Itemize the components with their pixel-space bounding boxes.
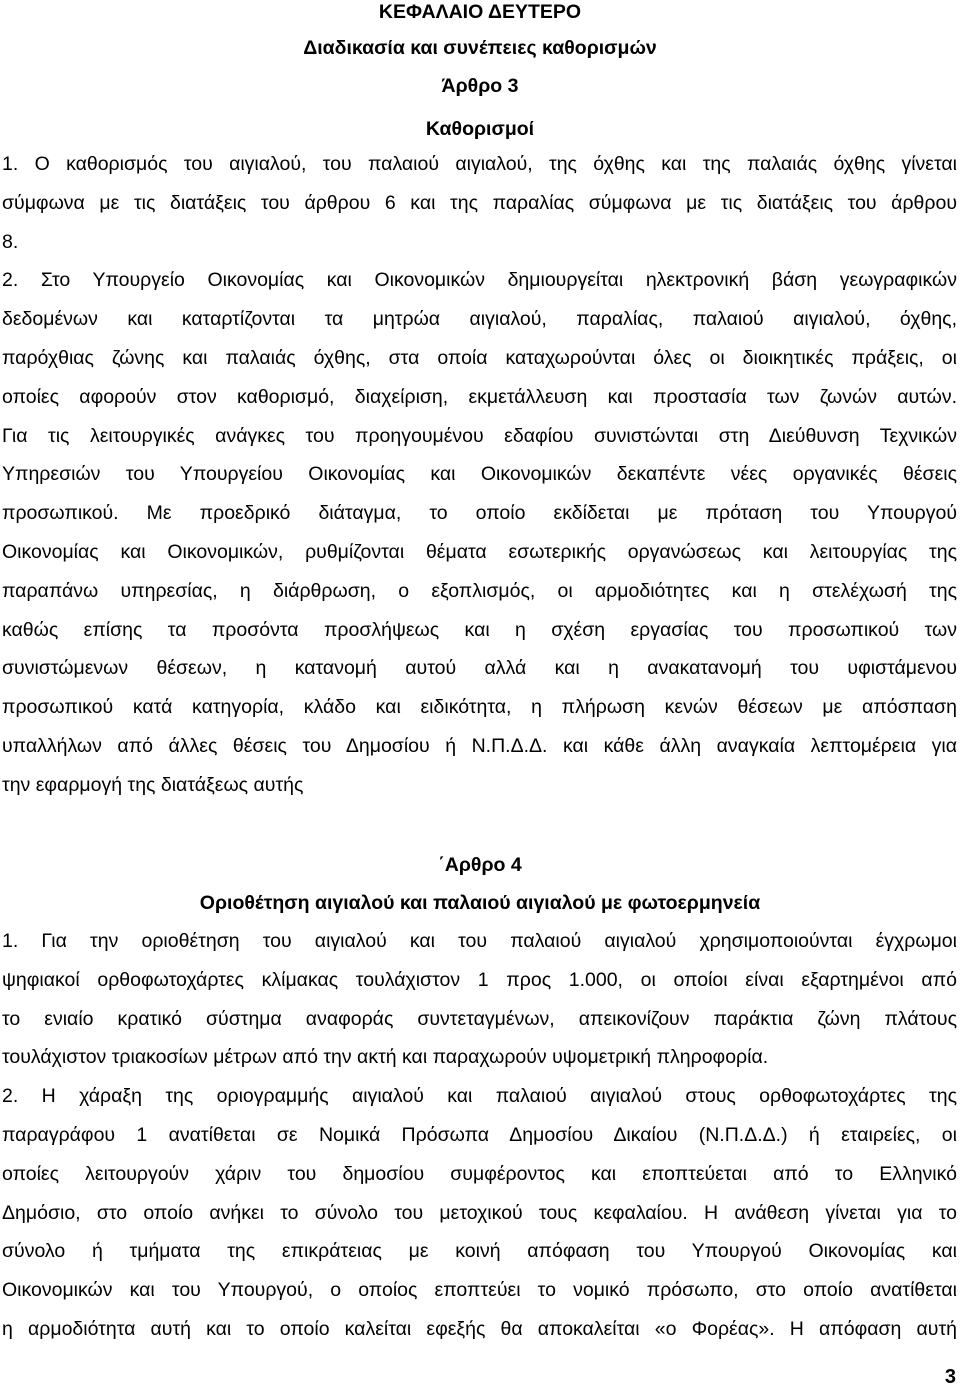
article-3-subtitle: Καθορισμοί bbox=[425, 118, 535, 140]
text-line: καθώς επίσης τα προσόντα προσλήψεως και η σχέση εργασίας του προσωπικού των bbox=[2, 618, 957, 641]
page-number: 3 bbox=[944, 1366, 956, 1388]
text-line: η αρμοδιότητα αυτή και το οποίο καλείται εφεξής θα αποκαλείται «ο Φορέας». Η απόφαση αυτή bbox=[2, 1318, 957, 1340]
text-line: σύμφωνα με τις διατάξεις του άρθρου 6 και της παραλίας σύμφωνα με τις διατάξεις του άρθρου bbox=[2, 191, 957, 214]
text-line: Δημόσιο, στο οποίο ανήκει το σύνολο του μετοχικού τους κεφαλαίου. Η ανάθεση γίνεται για το bbox=[2, 1201, 957, 1224]
chapter-title: ΚΕΦΑΛΑΙΟ ΔΕΥΤΕΡΟ bbox=[378, 1, 582, 23]
chapter-subtitle: Διαδικασία και συνέπειες καθορισμών bbox=[303, 37, 657, 59]
text-line: σύνολο ή τμήματα της επικράτειας με κοινή απόφαση του Υπουργού Οικονομίας και bbox=[2, 1240, 957, 1263]
text-line: 1. Ο καθορισμός του αιγιαλού, του παλαιού αιγιαλού, της όχθης και της παλαιάς όχθης γίνεται bbox=[2, 153, 957, 175]
text-line: το ενιαίο κρατικό σύστημα αναφοράς συντεταγμένων, απεικονίζουν παράκτια ζώνη πλάτους bbox=[2, 1007, 957, 1030]
text-line: Για τις λειτουργικές ανάγκες του προηγουμένου εδαφίου συνιστώνται στη Διεύθυνση Τεχνικών bbox=[2, 424, 957, 447]
article-4-title: ΄Αρθρο 4 bbox=[438, 854, 522, 876]
text-line: δεδομένων και καταρτίζονται τα μητρώα αιγιαλού, παραλίας, παλαιού αιγιαλού, όχθης, bbox=[2, 308, 957, 331]
text-line: 8. bbox=[2, 230, 19, 253]
text-line: Οικονομικών και του Υπουργού, ο οποίος εποπτεύει το νομικό πρόσωπο, στο οποίο ανατίθεται bbox=[2, 1279, 957, 1302]
text-line: παρόχθιας ζώνης και παλαιάς όχθης, στα οποία καταχωρούνται όλες οι διοικητικές πράξεις, οι bbox=[2, 347, 957, 369]
text-line: παραγράφου 1 ανατίθεται σε Νομικά Πρόσωπα Δημοσίου Δικαίου (Ν.Π.Δ.Δ.) ή εταιρείες, οι bbox=[2, 1124, 957, 1146]
text-line: Υπηρεσιών του Υπουργείου Οικονομίας και Οικονομικών δεκαπέντε νέες οργανικές θέσεις bbox=[2, 463, 957, 486]
text-line: παραπάνω υπηρεσίας, η διάρθρωση, ο εξοπλισμός, οι αρμοδιότητες και η στελέχωσή της bbox=[2, 579, 957, 602]
text-line: την εφαρμογή της διατάξεως αυτής bbox=[2, 773, 304, 796]
text-line: ψηφιακοί ορθοφωτοχάρτες κλίμακας τουλάχιστον 1 προς 1.000, οι οποίοι είναι εξαρτημένοι από bbox=[2, 968, 957, 991]
text-line: 2. Η χάραξη της οριογραμμής αιγιαλού και παλαιού αιγιαλού στους ορθοφωτοχάρτες της bbox=[2, 1085, 957, 1108]
text-line: 1. Για την οριοθέτηση του αιγιαλού και του παλαιού αιγιαλού χρησιμοποιούνται έγχρωμοι bbox=[2, 930, 957, 952]
article-4-subtitle: Οριοθέτηση αιγιαλού και παλαιού αιγιαλού με φωτοερμηνεία bbox=[199, 892, 761, 914]
text-line: τουλάχιστον τριακοσίων μέτρων από την ακτή και παραχωρούν υψομετρική πληροφορία. bbox=[2, 1046, 769, 1069]
text-line: προσωπικού κατά κατηγορία, κλάδο και ειδικότητα, η πλήρωση κενών θέσεων με απόσπαση bbox=[2, 696, 957, 719]
text-line: συνιστώμενων θέσεων, η κατανομή αυτού αλλά και η ανακατανομή του υφιστάμενου bbox=[2, 657, 957, 680]
text-line: Οικονομίας και Οικονομικών, ρυθμίζονται θέματα εσωτερικής οργανώσεως και λειτουργίας της bbox=[2, 541, 957, 563]
text-line: οποίες λειτουργούν χάριν του δημοσίου συμφέροντος και εποπτεύεται από το Ελληνικό bbox=[2, 1162, 957, 1185]
text-line: προσωπικού. Με προεδρικό διάταγμα, το οποίο εκδίδεται με πρόταση του Υπουργού bbox=[2, 502, 957, 525]
text-line: υπαλλήλων από άλλες θέσεις του Δημοσίου ή Ν.Π.Δ.Δ. και κάθε άλλη αναγκαία λεπτομέρεια για bbox=[2, 735, 957, 757]
text-line: οποίες αφορούν στον καθορισμό, διαχείριση, εκμετάλλευση και προστασία των ζωνών αυτών. bbox=[2, 385, 957, 408]
text-line: 2. Στο Υπουργείο Οικονομίας και Οικονομικών δημιουργείται ηλεκτρονική βάση γεωγραφικών bbox=[2, 269, 957, 292]
article-3-title: Άρθρο 3 bbox=[441, 75, 519, 97]
